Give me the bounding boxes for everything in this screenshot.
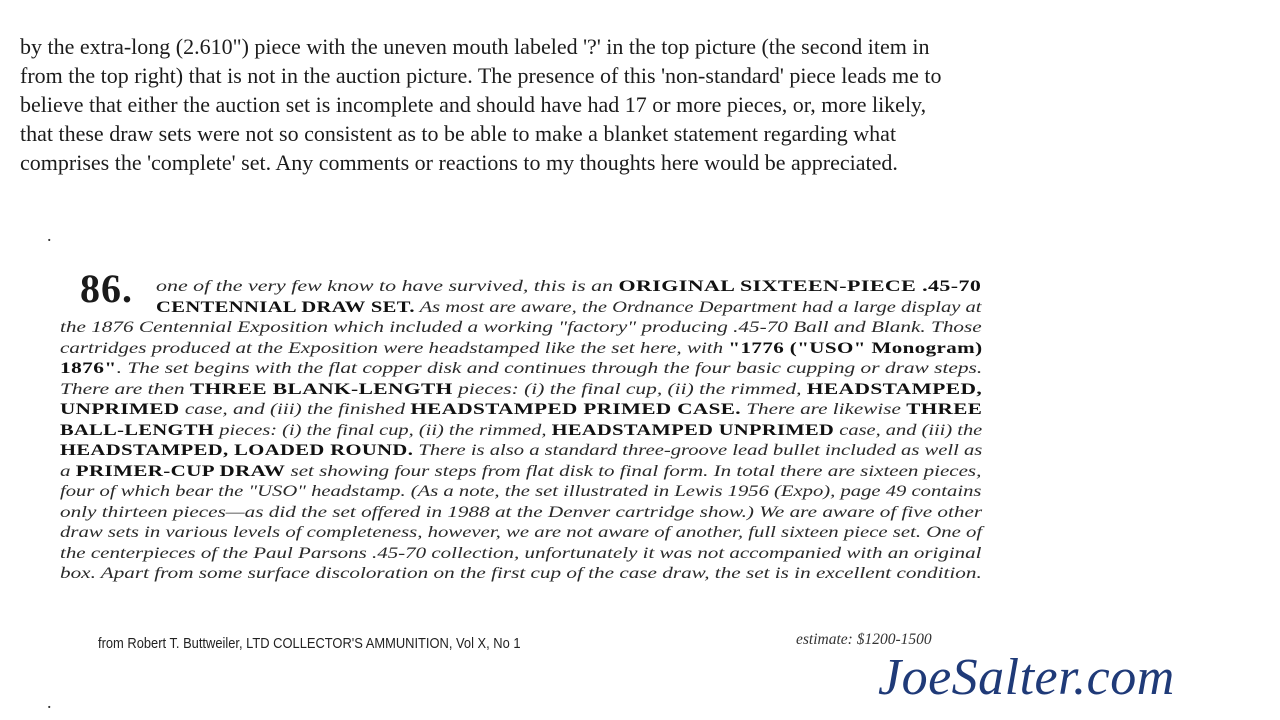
clipping-line: [60, 359, 982, 378]
clipping-text: the centerpieces of the Paul Parsons .45-70 collection, unfortunately it was not accompanied with an original: [60, 544, 982, 562]
clipping-line: [60, 564, 982, 583]
clipping-bold-text: CENTENNIAL DRAW SET.: [156, 298, 415, 316]
intro-paragraph: [20, 32, 1220, 177]
clipping-line: [60, 441, 982, 460]
clipping-bold-text: "1776 ("USO" Monogram): [728, 339, 983, 357]
brand-watermark: JoeSalter.com: [878, 649, 1175, 706]
clipping-line: [60, 421, 982, 440]
clipping-line: [60, 544, 981, 563]
intro-line: comprises the 'complete' set. Any comments or reactions to my thoughts here would be appreciated.: [20, 150, 898, 175]
clipping-text: pieces: (i) the final cup, (ii) the rimmed,: [452, 380, 807, 398]
clipping-text: There are then: [60, 380, 190, 398]
clipping-bold-text: UNPRIMED: [60, 401, 180, 418]
clipping-text: cartridges produced at the Exposition were headstamped like the set here, with: [60, 339, 729, 357]
clipping-text: As most are aware, the Ordnance Department had a large display at: [414, 298, 982, 316]
intro-line: believe that either the auction set is incomplete and should have had 17 or more pieces, or, more likely,: [20, 92, 927, 117]
clipping-bold-text: THREE: [906, 401, 983, 418]
clipping-text: case, and (iii) the: [834, 421, 983, 439]
clipping-text: . The set begins with the flat copper disk and continues through the four basic cupping or draw steps.: [116, 360, 983, 377]
clipping-bold-text: PRIMER-CUP DRAW: [75, 462, 286, 480]
clipping-line: [60, 400, 982, 419]
clipping-text: only thirteen pieces—as did the set offered in 1988 at the Denver cartridge show.) We are aware of five other: [60, 503, 983, 521]
clipping-line: [60, 462, 981, 481]
clipping-line: [156, 298, 981, 317]
intro-line: by the extra-long (2.610") piece with the uneven mouth labeled '?' in the top picture (the second item in: [20, 34, 930, 59]
clipping-text: the 1876 Centennial Exposition which included a working "factory" producing .45-70 Ball and Blank. Those: [60, 319, 982, 336]
clipping-line: [60, 482, 981, 501]
clipping-text: set showing four steps from flat disk to final form. In total there are sixteen pieces,: [285, 462, 982, 480]
intro-line: from the top right) that is not in the auction picture. The presence of this 'non-standard' piece leads me to: [20, 63, 942, 88]
clipping-text: case, and (iii) the finished: [179, 401, 411, 418]
lot-number: 86.: [80, 266, 133, 311]
clipping-text: There is also a standard three-groove lead bullet included as well as: [413, 442, 983, 459]
clipping-bold-text: THREE BLANK-LENGTH: [189, 380, 453, 398]
source-caption: from Robert T. Buttweiler, LTD COLLECTOR'S AMMUNITION, Vol X, No 1: [98, 635, 521, 652]
clipping-line: [60, 503, 982, 522]
clipping-line: [60, 523, 982, 542]
clipping-bold-text: HEADSTAMPED PRIMED CASE.: [410, 401, 741, 418]
clipping-bold-text: BALL-LENGTH: [60, 421, 215, 439]
clipping-text: a: [60, 462, 76, 480]
clipping-text: box. Apart from some surface discoloration on the first cup of the case draw, the set is in excellent condition.: [60, 565, 982, 582]
separator-dot: .: [47, 692, 52, 712]
intro-line: that these draw sets were not so consistent as to be able to make a blanket statement regarding what: [20, 121, 897, 146]
clipping-bold-text: HEADSTAMPED, LOADED ROUND.: [60, 442, 414, 459]
clipping-bold-text: HEADSTAMPED,: [806, 380, 983, 398]
clipping-line: [60, 318, 982, 337]
estimate-text: estimate: $1200-1500: [796, 631, 932, 648]
clipping-line: [60, 380, 982, 399]
auction-clipping: [56, 265, 996, 660]
clipping-text: four of which bear the "USO" headstamp. (As a note, the set illustrated in Lewis 1956 (Expo), page 49 contains: [60, 483, 982, 500]
separator-dot: .: [47, 225, 52, 245]
clipping-bold-text: ORIGINAL SIXTEEN-PIECE .45-70: [618, 278, 982, 295]
clipping-line: [60, 339, 983, 358]
clipping-bold-text: 1876": [60, 360, 117, 377]
clipping-line: [156, 277, 981, 296]
clipping-bold-text: HEADSTAMPED UNPRIMED: [551, 421, 835, 439]
clipping-text: There are likewise: [740, 401, 907, 418]
clipping-text: one of the very few know to have survived, this is an: [156, 278, 619, 295]
clipping-text: pieces: (i) the final cup, (ii) the rimmed,: [214, 421, 552, 439]
clipping-text: draw sets in various levels of completeness, however, we are not aware of another, full sixteen piece set. One of: [60, 524, 983, 541]
